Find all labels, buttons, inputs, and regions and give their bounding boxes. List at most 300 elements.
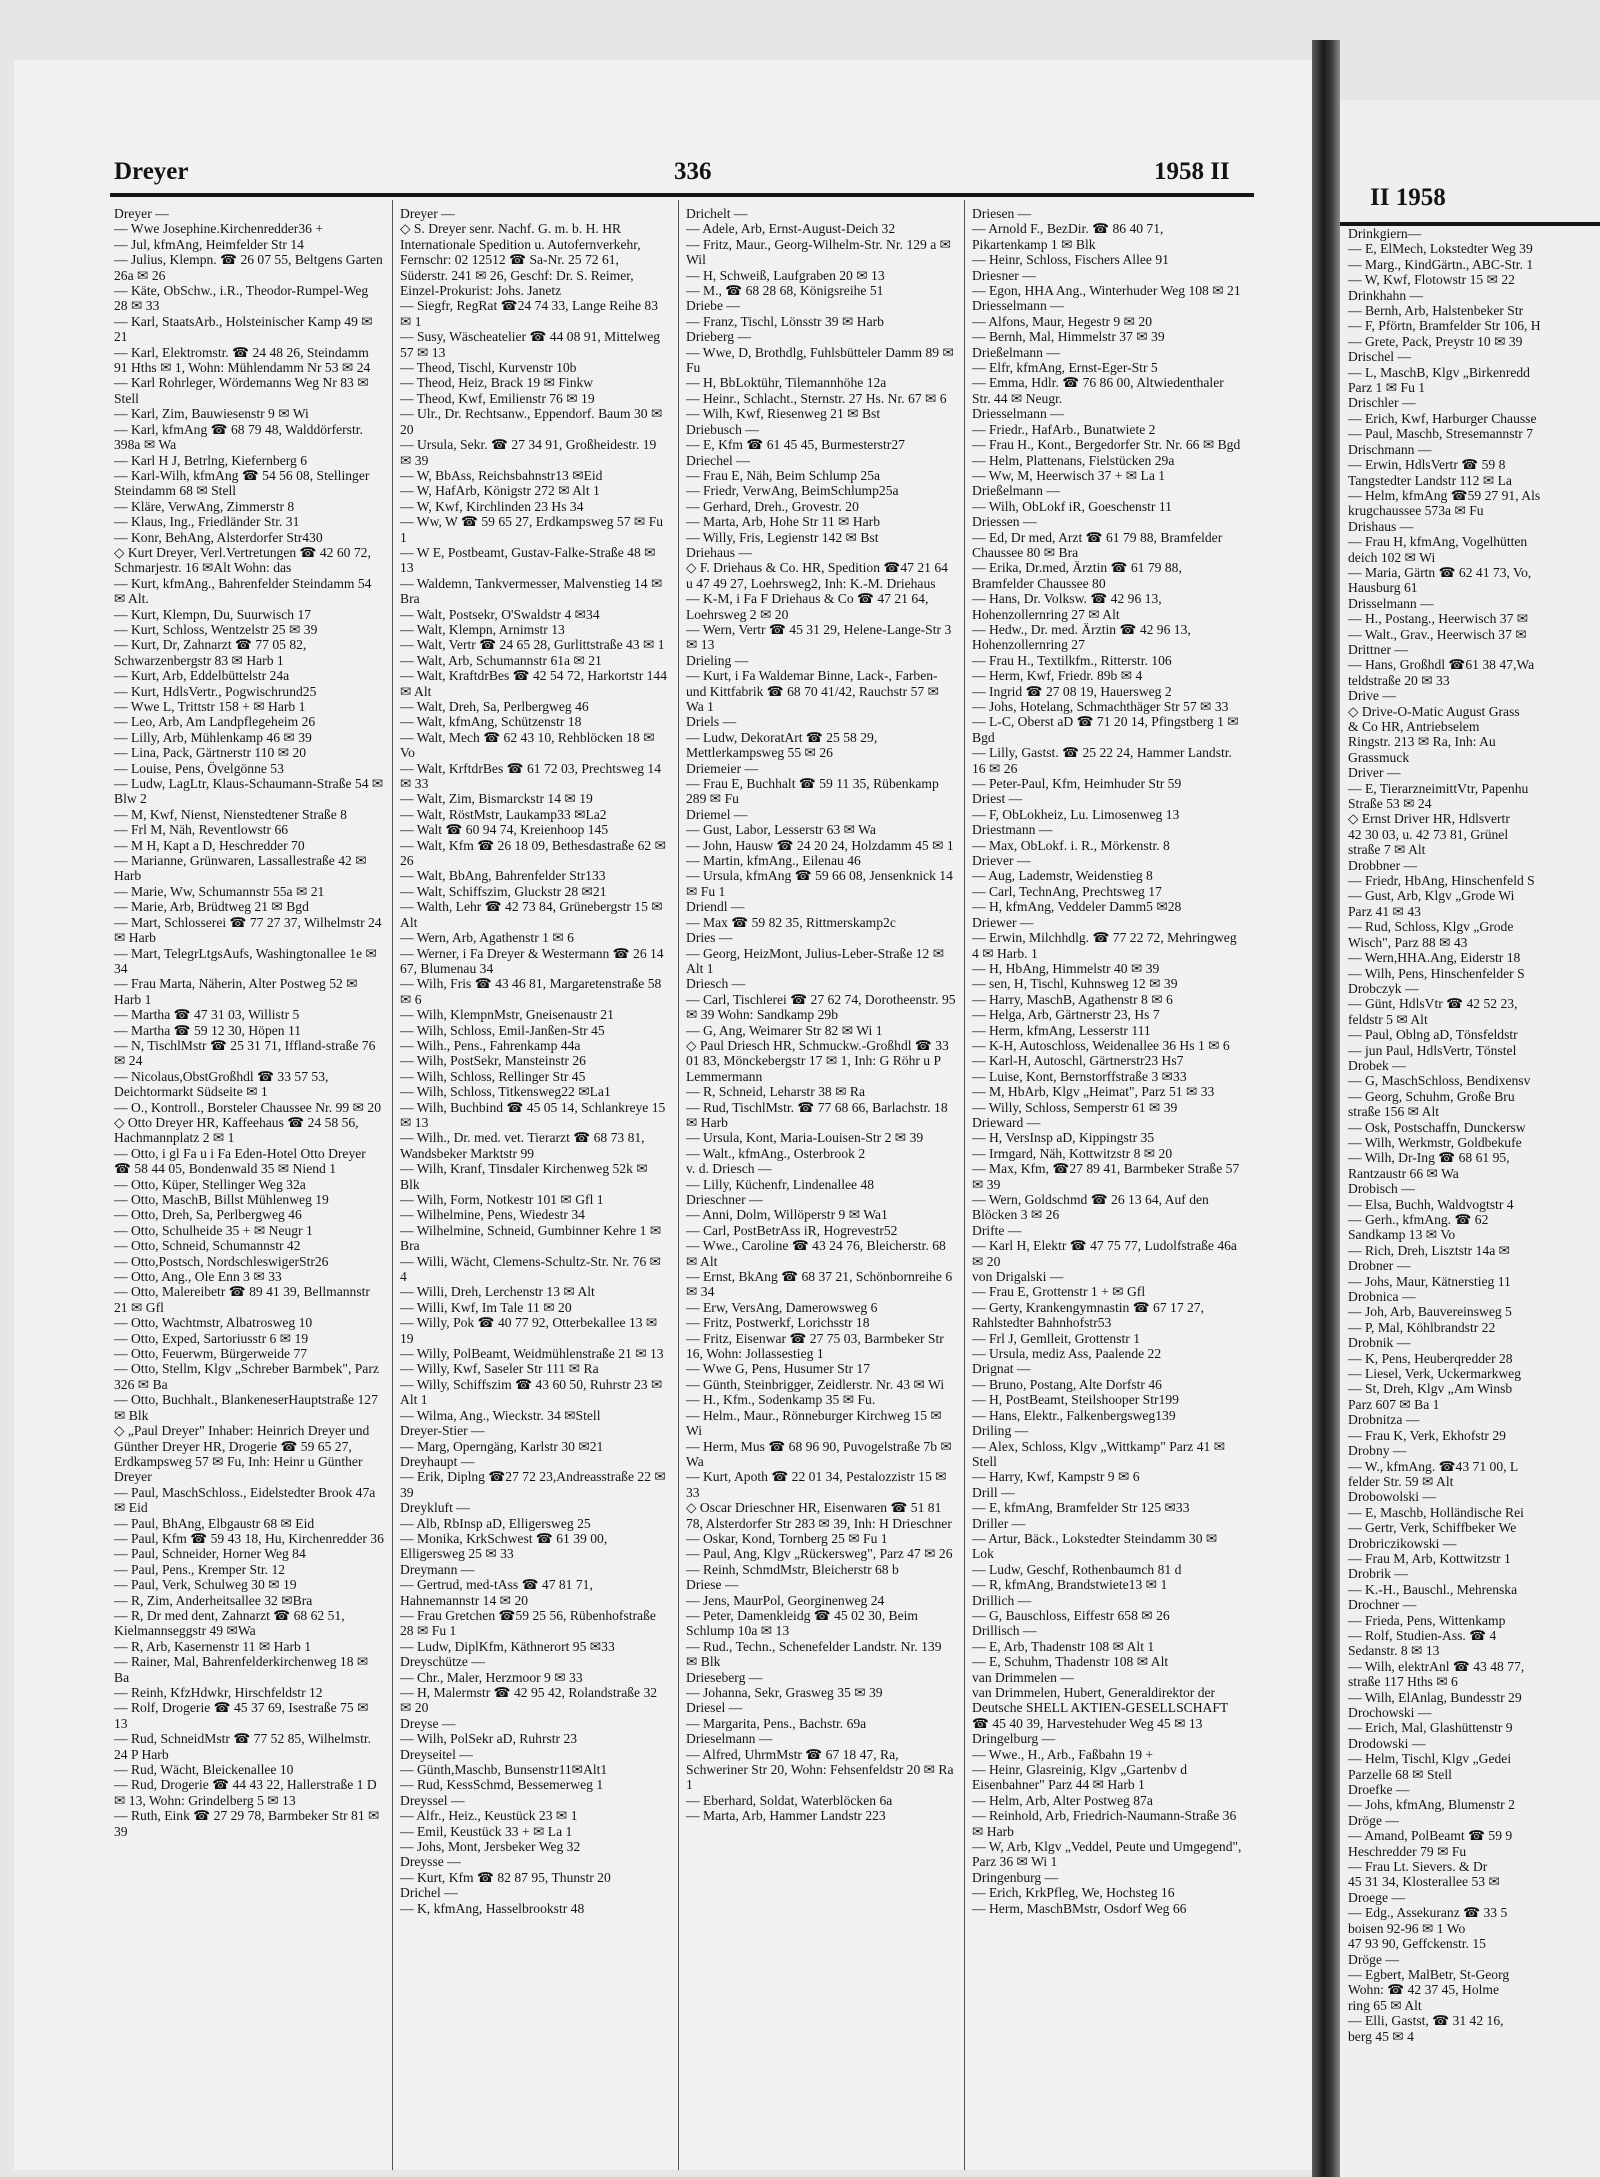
directory-entry: — Willi, Kwf, Im Tale 11 ✉ 20 bbox=[400, 1299, 572, 1315]
directory-entry: — Julius, Klempn. ☎ 26 07 55, Beltgens Garten 26a ✉ 26 bbox=[114, 252, 387, 283]
directory-entry: — Rolf, Studien-Ass. ☎ 4 bbox=[1348, 1627, 1497, 1643]
directory-entry: — Karl H J, Betrlng, Kiefernberg 6 bbox=[114, 452, 308, 468]
directory-entry: Wisch", Parz 88 ✉ 43 bbox=[1348, 934, 1468, 950]
directory-entry: — H, BbLoktühr, Tilemannhöhe 12a bbox=[686, 375, 887, 391]
directory-entry: — Walt, Arb, Schumannstr 61a ✉ 21 bbox=[400, 652, 602, 668]
directory-entry: — Paul, Schneider, Horner Weg 84 bbox=[114, 1546, 306, 1562]
directory-entry: Dröge — bbox=[1348, 1812, 1399, 1828]
directory-entry: — Walt, BbAng, Bahrenfelder Str133 bbox=[400, 868, 606, 884]
directory-entry: — Fritz, Eisenwar ☎ 27 75 03, Barmbeker Str 16, Wohn: Jollassestieg 1 bbox=[686, 1330, 948, 1362]
directory-entry: — Willy, Fris, Legienstr 142 ✉ Bst bbox=[686, 529, 879, 545]
directory-entry: — Emil, Keustück 33 + ✉ La 1 bbox=[400, 1823, 573, 1839]
directory-entry: straße 7 ✉ Alt bbox=[1348, 842, 1426, 858]
directory-entry: Parz 41 ✉ 43 bbox=[1348, 903, 1421, 919]
directory-entry: Drobny — bbox=[1348, 1443, 1407, 1459]
directory-entry: Driebe — bbox=[686, 298, 740, 314]
directory-entry: — Theod, Heiz, Brack 19 ✉ Finkw bbox=[400, 375, 594, 391]
directory-entry: — Kurt, Arb, Eddelbüttelstr 24a bbox=[114, 668, 290, 684]
directory-entry: — Wilh, PostSekr, Mansteinstr 26 bbox=[400, 1053, 586, 1069]
directory-entry: — R, kfmAng, Brandstwiete13 ✉ 1 bbox=[972, 1577, 1168, 1593]
directory-entry: — Martha ☎ 59 12 30, Höpen 11 bbox=[114, 1022, 302, 1038]
directory-entry: teldstraße 20 ✉ 33 bbox=[1348, 672, 1450, 688]
directory-entry: Drinkgiern— bbox=[1348, 226, 1422, 241]
directory-entry: Driehaus — bbox=[686, 544, 753, 560]
directory-entry: — Otto, Schulheide 35 + ✉ Neugr 1 bbox=[114, 1222, 313, 1238]
directory-entry: — Frau H, kfmAng, Vogelhütten bbox=[1348, 534, 1528, 550]
directory-entry: — Helm, kfmAng ☎59 27 91, Als bbox=[1348, 487, 1541, 503]
directory-entry: — Wwe L, Trittstr 158 + ✉ Harb 1 bbox=[114, 699, 306, 714]
directory-entry: — Frieda, Pens, Wittenkamp bbox=[1348, 1612, 1506, 1628]
directory-entry: — Mart, TelegrLtgsAufs, Washingtonallee 1e ✉ 34 bbox=[114, 945, 381, 976]
directory-column-4 bbox=[972, 206, 1245, 1916]
directory-entry: — Paul, Verk, Schulweg 30 ✉ 19 bbox=[114, 1577, 297, 1593]
directory-entry: — Frau Gretchen ☎59 25 56, Rübenhofstraße 28 ✉ Fu 1 bbox=[400, 1607, 660, 1639]
directory-entry: — Adele, Arb, Ernst-August-Deich 32 bbox=[686, 221, 896, 237]
directory-entry: Dreyer-Stier — bbox=[400, 1423, 485, 1439]
directory-entry: — Marg, Operngäng, Karlstr 30 ✉21 bbox=[400, 1438, 604, 1454]
directory-entry: Driling — bbox=[972, 1423, 1029, 1439]
directory-entry: Dringelburg — bbox=[972, 1731, 1056, 1747]
directory-entry: — Rud., Techn., Schenefelder Landstr. Nr. 139 ✉ Blk bbox=[686, 1638, 945, 1670]
directory-entry: Driebusch — bbox=[686, 421, 759, 437]
directory-entry: Drobnica — bbox=[1348, 1289, 1416, 1305]
directory-entry: — H., Kfm., Sodenkamp 35 ✉ Fu. bbox=[686, 1392, 876, 1408]
directory-entry: — Georg, HeizMont, Julius-Leber-Straße 12 ✉ Alt 1 bbox=[686, 945, 947, 976]
directory-entry: — H, Schweiß, Laufgraben 20 ✉ 13 bbox=[686, 267, 885, 283]
directory-entry: — E, Schuhm, Thadenstr 108 ✉ Alt bbox=[972, 1654, 1169, 1670]
directory-entry: — Amand, PolBeamt ☎ 59 9 bbox=[1348, 1828, 1513, 1844]
directory-entry: Tangstedter Landstr 112 ✉ La bbox=[1348, 472, 1512, 488]
directory-entry: — Alex, Schloss, Klgv „Wittkamp" Parz 41 ✉ Stell bbox=[972, 1438, 1229, 1469]
directory-entry: — Ursula, Kont, Maria-Louisen-Str 2 ✉ 39 bbox=[686, 1130, 924, 1146]
directory-entry: Dreyssel — bbox=[400, 1792, 465, 1808]
directory-entry: Drillich — bbox=[972, 1592, 1032, 1608]
directory-entry: Driese — bbox=[686, 1577, 739, 1593]
directory-entry: — Karl-Wilh, kfmAng ☎ 54 56 08, Stellinger Steindamm 68 ✉ Stell bbox=[114, 467, 373, 499]
directory-entry: — Maria, Gärtn ☎ 62 41 73, Vo, bbox=[1348, 564, 1532, 580]
directory-entry: Drochner — bbox=[1348, 1597, 1417, 1613]
directory-entry: felder Str. 59 ✉ Alt bbox=[1348, 1473, 1454, 1489]
directory-entry: Ringstr. 213 ✉ Ra, Inh: Au bbox=[1348, 734, 1496, 750]
directory-entry: — Ernst, BkAng ☎ 68 37 21, Schönbornreihe 6 ✉ 34 bbox=[686, 1269, 956, 1300]
directory-entry: Drobek — bbox=[1348, 1057, 1406, 1073]
directory-entry: — Ludw, DiplKfm, Käthnerort 95 ✉33 bbox=[400, 1638, 615, 1654]
directory-entry: Driemeier — bbox=[686, 760, 759, 776]
directory-entry: — Wilma, Ang., Wieckstr. 34 ✉Stell bbox=[400, 1407, 601, 1423]
directory-entry: — Lilly, Küchenfr, Lindenallee 48 bbox=[686, 1176, 875, 1192]
directory-entry: Dreyer — bbox=[114, 206, 169, 221]
directory-entry: — St, Dreh, Klgv „Am Winsb bbox=[1348, 1381, 1513, 1397]
directory-entry: — Wilhelmine, Schneid, Gumbinner Kehre 1 ✉ Bra bbox=[400, 1222, 665, 1254]
directory-entry: Drishaus — bbox=[1348, 518, 1414, 534]
directory-entry: — Wwe., H., Arb., Faßbahn 19 + bbox=[972, 1746, 1154, 1762]
directory-page-left bbox=[14, 60, 1324, 2170]
directory-entry: feldstr 5 ✉ Alt bbox=[1348, 1011, 1428, 1027]
directory-entry: — Gertrud, med-tAss ☎ 47 81 71, Hahnemannstr 14 ✉ 20 bbox=[400, 1577, 597, 1608]
directory-entry: — Monika, KrkSchwest ☎ 61 39 00, Elligersweg 25 ✉ 33 bbox=[400, 1530, 611, 1562]
directory-entry: — Siegfr, RegRat ☎24 74 33, Lange Reihe 83 ✉ 1 bbox=[400, 298, 662, 329]
directory-entry: — F, ObLokheiz, Lu. Limosenweg 13 bbox=[972, 806, 1180, 822]
directory-entry: — Wilh, Pens, Hinschenfelder S bbox=[1348, 965, 1525, 981]
directory-entry: Parz 1 ✉ Fu 1 bbox=[1348, 380, 1426, 396]
directory-entry: — W, BbAss, Reichsbahnstr13 ✉Eid bbox=[400, 467, 603, 483]
directory-entry: — M, HbArb, Klgv „Heimat", Parz 51 ✉ 33 bbox=[972, 1084, 1215, 1100]
directory-entry: ◇ Ernst Driver HR, Hdlsvertr bbox=[1348, 811, 1510, 827]
directory-entry: — Willi, Wächt, Clemens-Schultz-Str. Nr. 76 ✉ 4 bbox=[400, 1253, 665, 1285]
directory-entry: Hausburg 61 bbox=[1348, 580, 1418, 596]
directory-entry: — Frau H., Kont., Bergedorfer Str. Nr. 66 ✉ Bgd bbox=[972, 437, 1241, 453]
directory-entry: — Willy, Pok ☎ 40 77 92, Otterbekallee 13 ✉ 19 bbox=[400, 1315, 661, 1346]
directory-entry: — Elsa, Buchh, Waldvogtstr 4 bbox=[1348, 1196, 1514, 1212]
directory-entry: — Georg, Schuhm, Große Bru bbox=[1348, 1088, 1515, 1104]
directory-entry: — Wilh, elektrAnl ☎ 43 48 77, bbox=[1348, 1658, 1525, 1674]
directory-entry: Driest — bbox=[972, 791, 1023, 807]
directory-entry: — Herm, MaschBMstr, Osdorf Weg 66 bbox=[972, 1900, 1187, 1916]
directory-entry: van Drimmelen — bbox=[972, 1669, 1074, 1685]
directory-entry: Drobisch — bbox=[1348, 1181, 1415, 1197]
directory-entry: Drischel — bbox=[1348, 349, 1412, 365]
directory-entry: — Max, ObLokf. i. R., Mörkenstr. 8 bbox=[972, 837, 1170, 853]
directory-entry: — Wilh, PolSekr aD, Ruhrstr 23 bbox=[400, 1731, 578, 1747]
directory-entry: Sedanstr. 8 ✉ 13 bbox=[1348, 1643, 1440, 1659]
directory-entry: — Wwe, D, Brothdlg, Fuhlsbütteler Damm 89 ✉ Fu bbox=[686, 344, 958, 376]
directory-entry: — K-M, i Fa F Driehaus & Co ☎ 47 21 64, Loehrsweg 2 ✉ 20 bbox=[686, 591, 932, 622]
directory-entry: — L, MaschB, Klgv „Birkenredd bbox=[1348, 364, 1530, 380]
directory-entry: Droege — bbox=[1348, 1889, 1405, 1905]
directory-entry: — Karl, Elektromstr. ☎ 24 48 26, Steindamm 91 Hths ✉ 1, Wohn: Mühlendamm Nr 53 ✉ 24 bbox=[114, 344, 373, 376]
directory-entry: — Ingrid ☎ 27 08 19, Hauersweg 2 bbox=[972, 683, 1172, 699]
directory-entry: — Marg., KindGärtn., ABC-Str. 1 bbox=[1348, 256, 1534, 272]
directory-entry: — Paul, Pens., Kremper Str. 12 bbox=[114, 1561, 286, 1577]
directory-entry: — Wwe., Caroline ☎ 43 24 76, Bleicherstr. 68 ✉ Alt bbox=[686, 1238, 950, 1269]
directory-entry: — Theod, Kwf, Emilienstr 76 ✉ 19 bbox=[400, 390, 595, 406]
directory-entry: — Erw, VersAng, Damerowsweg 6 bbox=[686, 1299, 878, 1315]
running-head-right: 1958 II bbox=[1154, 158, 1230, 185]
directory-entry: Drobnitza — bbox=[1348, 1412, 1420, 1428]
directory-entry: ◇ Kurt Dreyer, Verl.Vertretungen ☎ 42 60 72, Schmarjestr. 16 ✉Alt Wohn: das bbox=[114, 544, 375, 576]
directory-entry: — Ursula, mediz Ass, Paalende 22 bbox=[972, 1346, 1162, 1362]
directory-entry: — Paul, Oblng aD, Tönsfeldstr bbox=[1348, 1027, 1518, 1043]
directory-entry: — Gerhard, Dreh., Grovestr. 20 bbox=[686, 498, 859, 514]
directory-entry: Driesch — bbox=[686, 976, 746, 992]
directory-entry: — Rainer, Mal, Bahrenfelderkirchenweg 18 ✉ Ba bbox=[114, 1654, 372, 1685]
directory-entry: Drisselmann — bbox=[1348, 595, 1434, 611]
directory-entry: — Otto, Buchhalt., BlankeneserHauptstraße 127 ✉ Blk bbox=[114, 1392, 382, 1423]
directory-entry: — Karl, Zim, Bauwiesenstr 9 ✉ Wi bbox=[114, 406, 309, 422]
directory-entry: — Walt, Vertr ☎ 24 65 28, Gurlittstraße 43 ✉ 1 bbox=[400, 637, 665, 653]
directory-entry: Driesselmann — bbox=[972, 406, 1064, 422]
directory-entry: — Karl, StaatsArb., Holsteinischer Kamp 49 ✉ 21 bbox=[114, 313, 377, 345]
directory-entry: — Jens, MaurPol, Georginenweg 24 bbox=[686, 1592, 885, 1608]
directory-entry: Drobnik — bbox=[1348, 1335, 1411, 1351]
directory-entry: — Frl J, Gemlleit, Grottenstr 1 bbox=[972, 1330, 1141, 1346]
directory-entry: — F, Pförtn, Bramfelder Str 106, H bbox=[1348, 318, 1541, 334]
directory-entry: — Wilh, Werkmstr, Goldbekufe bbox=[1348, 1134, 1522, 1150]
directory-entry: — Karl-H, Autoschl, Gärtnerstr23 Hs7 bbox=[972, 1053, 1184, 1069]
directory-entry: — Rolf, Drogerie ☎ 45 37 69, Isestraße 75 ✉ 13 bbox=[114, 1700, 372, 1731]
directory-entry: — Walt ☎ 60 94 74, Kreienhoop 145 bbox=[400, 822, 609, 838]
directory-entry: Drinkhahn — bbox=[1348, 287, 1424, 303]
directory-entry: Drobczyk — bbox=[1348, 980, 1419, 996]
directory-entry: — Friedr, VerwAng, BeimSchlump25a bbox=[686, 483, 899, 499]
directory-entry: v. d. Driesch — bbox=[686, 1161, 772, 1177]
directory-entry: — Rud, KessSchmd, Bessemerweg 1 bbox=[400, 1777, 604, 1793]
directory-entry: Driendl — bbox=[686, 899, 745, 915]
directory-entry: — Elli, Gastst, ☎ 31 42 16, bbox=[1348, 2013, 1504, 2029]
directory-entry: Dreysse — bbox=[400, 1854, 461, 1870]
directory-entry: Wohn: ☎ 42 37 45, Holme bbox=[1348, 1982, 1500, 1998]
directory-entry: — Otto, Ang., Ole Enn 3 ✉ 33 bbox=[114, 1269, 282, 1285]
column-divider bbox=[964, 200, 965, 2170]
directory-entry: — Heinr, Schloss, Fischers Allee 91 bbox=[972, 252, 1169, 268]
directory-entry: Straße 53 ✉ 24 bbox=[1348, 796, 1432, 812]
directory-entry: — W., kfmAng. ☎43 71 00, L bbox=[1348, 1458, 1519, 1474]
directory-entry: — Helm., Maur., Rönneburger Kirchweg 15 ✉ Wi bbox=[686, 1407, 945, 1439]
directory-entry: — Martin, kfmAng., Eilenau 46 bbox=[686, 853, 861, 869]
directory-entry: — Heinr., Schlacht., Sternstr. 27 Hs. Nr. 67 ✉ 6 bbox=[686, 390, 947, 406]
directory-entry: — H, Malermstr ☎ 42 95 42, Rolandstraße 32 ✉ 20 bbox=[400, 1685, 661, 1716]
directory-entry: von Drigalski — bbox=[972, 1269, 1064, 1285]
directory-entry: — Kurt, HdlsVertr., Pogwischrund25 bbox=[114, 683, 317, 699]
directory-entry: — Anni, Dolm, Willöperstr 9 ✉ Wa1 bbox=[686, 1207, 888, 1223]
directory-entry: — Erich, Kwf, Harburger Chausse bbox=[1348, 410, 1537, 426]
directory-entry: — Otto, Wachtmstr, Albatrosweg 10 bbox=[114, 1315, 313, 1331]
directory-entry: — Joh, Arb, Bauvereinsweg 5 bbox=[1348, 1304, 1512, 1320]
directory-entry: — Bernh, Mal, Himmelstr 37 ✉ 39 bbox=[972, 329, 1165, 345]
directory-entry: — Marta, Arb, Hohe Str 11 ✉ Harb bbox=[686, 514, 880, 530]
directory-entry: Drignat — bbox=[972, 1361, 1031, 1377]
directory-entry: krugchaussee 573a ✉ Fu bbox=[1348, 503, 1484, 519]
directory-entry: — Frau Marta, Näherin, Alter Postweg 52 ✉ Harb 1 bbox=[114, 976, 361, 1007]
directory-entry: — Liesel, Verk, Uckermarkweg bbox=[1348, 1366, 1522, 1382]
directory-entry: Drieberg — bbox=[686, 329, 752, 345]
directory-entry: — M., ☎ 68 28 68, Königsreihe 51 bbox=[686, 283, 884, 299]
directory-entry: — Wilh, ElAnlag, Bundesstr 29 bbox=[1348, 1689, 1522, 1705]
directory-entry: — Ed, Dr med, Arzt ☎ 61 79 88, Bramfelder Chaussee 80 ✉ Bra bbox=[972, 529, 1226, 560]
directory-entry: — Wilh, Form, Notkestr 101 ✉ Gfl 1 bbox=[400, 1192, 604, 1207]
directory-entry: — Erich, KrkPfleg, We, Hochsteg 16 bbox=[972, 1885, 1175, 1901]
directory-entry: — Reinh, KfzHdwkr, Hirschfeldstr 12 bbox=[114, 1685, 323, 1700]
directory-entry: — Wilhelmine, Pens, Wiedestr 34 bbox=[400, 1207, 585, 1223]
directory-column-5 bbox=[1348, 226, 1598, 2044]
directory-entry: Driesel — bbox=[686, 1700, 743, 1716]
directory-entry: — Harry, MaschB, Agathenstr 8 ✉ 6 bbox=[972, 991, 1173, 1007]
directory-entry: Drillisch — bbox=[972, 1623, 1037, 1639]
directory-entry: — Paul, Maschb, Stresemannstr 7 bbox=[1348, 426, 1534, 442]
directory-page-right bbox=[1340, 100, 1600, 2177]
directory-entry: Drobner — bbox=[1348, 1258, 1411, 1274]
directory-entry: — Alb, RbInsp aD, Elligersweg 25 bbox=[400, 1515, 591, 1531]
directory-entry: — Paul, BhAng, Elbgaustr 68 ✉ Eid bbox=[114, 1515, 315, 1531]
directory-entry: — Marie, Ww, Schumannstr 55a ✉ 21 bbox=[114, 883, 325, 899]
directory-entry: Drobriczikowski — bbox=[1348, 1535, 1457, 1551]
directory-entry: — R, Dr med dent, Zahnarzt ☎ 68 62 51, Kielmannseggstr 49 ✉Wa bbox=[114, 1607, 349, 1639]
directory-entry: — K-H, Autoschloss, Weidenallee 36 Hs 1 ✉ 6 bbox=[972, 1037, 1230, 1053]
directory-column-1 bbox=[114, 206, 387, 1839]
directory-entry: — W E, Postbeamt, Gustav-Falke-Straße 48 ✉ 13 bbox=[400, 544, 659, 576]
directory-entry: Drischler — bbox=[1348, 395, 1416, 411]
directory-entry: — W, Kwf, Flotowstr 15 ✉ 22 bbox=[1348, 272, 1515, 288]
directory-entry: — Artur, Bäck., Lokstedter Steindamm 30 ✉ Lok bbox=[972, 1530, 1221, 1562]
directory-entry: — Margarita, Pens., Bachstr. 69a bbox=[686, 1715, 867, 1731]
directory-entry: — Wilh, Schloss, Emil-Janßen-Str 45 bbox=[400, 1022, 605, 1038]
directory-entry: — Käte, ObSchw., i.R., Theodor-Rumpel-Weg 28 ✉ 33 bbox=[114, 283, 372, 314]
directory-entry: ring 65 ✉ Alt bbox=[1348, 1997, 1422, 2013]
directory-entry: boisen 92-96 ✉ 1 Wo bbox=[1348, 1920, 1466, 1936]
directory-entry: ◇ F. Driehaus & Co. HR, Spedition ☎47 21 64 u 47 49 27, Loehrsweg2, Inh: K.-M. Driehaus bbox=[686, 560, 952, 591]
directory-entry: — Jul, kfmAng, Heimfelder Str 14 bbox=[114, 236, 304, 252]
directory-entry: — Gust, Labor, Lesserstr 63 ✉ Wa bbox=[686, 822, 876, 838]
directory-entry: Drieling — bbox=[686, 652, 749, 668]
directory-entry: — H., Postang., Heerwisch 37 ✉ bbox=[1348, 611, 1529, 627]
directory-entry: — Kurt, Klempn, Du, Suurwisch 17 bbox=[114, 606, 312, 622]
directory-entry: — Erik, Diplng ☎27 72 23,Andreasstraße 22 ✉ 39 bbox=[400, 1469, 670, 1500]
directory-entry: — E, ElMech, Lokstedter Weg 39 bbox=[1348, 241, 1533, 257]
directory-entry: — Gust, Arb, Klgv „Grode Wi bbox=[1348, 888, 1515, 904]
directory-entry: — Friedr, HbAng, Hinschenfeld S bbox=[1348, 873, 1535, 889]
directory-entry: — Helga, Arb, Gärtnerstr 23, Hs 7 bbox=[972, 1007, 1160, 1023]
directory-entry: — Gerh., kfmAng. ☎ 62 bbox=[1348, 1212, 1489, 1227]
directory-entry: — E, Kfm ☎ 61 45 45, Burmesterstr27 bbox=[686, 437, 905, 453]
directory-entry: — E, Maschb, Holländische Rei bbox=[1348, 1504, 1524, 1520]
directory-entry: Driesselmann — bbox=[972, 298, 1064, 314]
directory-entry: — Frau M, Arb, Kottwitzstr 1 bbox=[1348, 1550, 1511, 1566]
directory-entry: — Heinr, Glasreinig, Klgv „Gartenbv d Eisenbahner" Parz 44 ✉ Harb 1 bbox=[972, 1762, 1191, 1793]
directory-entry: — Kurt, Kfm ☎ 82 87 95, Thunstr 20 bbox=[400, 1869, 611, 1885]
directory-entry: — Herm, Mus ☎ 68 96 90, Puvogelstraße 7b ✉ Wa bbox=[686, 1438, 955, 1469]
directory-entry: — E, Arb, Thadenstr 108 ✉ Alt 1 bbox=[972, 1638, 1155, 1654]
directory-entry: — Otto, Stellm, Klgv „Schreber Barmbek", Parz 326 ✉ Ba bbox=[114, 1361, 383, 1392]
directory-entry: — Max ☎ 59 82 35, Rittmerskamp2c bbox=[686, 914, 896, 930]
directory-entry: — Alfred, UhrmMstr ☎ 67 18 47, Ra, Schweriner Str 20, Wohn: Fehsenfeldstr 20 ✉ Ra 1 bbox=[686, 1746, 957, 1793]
directory-entry: — Louise, Pens, Övelgönne 53 bbox=[114, 760, 284, 776]
directory-entry: — Walt, RöstMstr, Laukamp33 ✉La2 bbox=[400, 806, 607, 822]
directory-entry: van Drimmelen, Hubert, Generaldirektor der Deutsche SHELL AKTIEN-GESELLSCHAFT ☎ 45 40 39, Harvestehuder Weg 45 ✉ 13 bbox=[972, 1685, 1232, 1731]
directory-entry: Parzelle 68 ✉ Stell bbox=[1348, 1766, 1452, 1782]
directory-entry: Drießelmann — bbox=[972, 483, 1060, 499]
directory-entry: Drifte — bbox=[972, 1222, 1022, 1238]
directory-entry: — Aug, Lademstr, Weidenstieg 8 bbox=[972, 868, 1153, 884]
directory-entry: — Gerty, Krankengymnastin ☎ 67 17 27, Rahlstedter Bahnhofstr53 bbox=[972, 1299, 1208, 1331]
directory-entry: — Ww, M, Heerwisch 37 + ✉ La 1 bbox=[972, 467, 1166, 483]
directory-entry: — Walt, Mech ☎ 62 43 10, Rehblöcken 18 ✉ Vo bbox=[400, 729, 658, 761]
directory-entry: — Paul, MaschSchloss., Eidelstedter Brook 47a ✉ Eid bbox=[114, 1484, 379, 1516]
directory-entry: — Walth, Lehr ☎ 42 73 84, Grünebergstr 15 ✉ Alt bbox=[400, 899, 666, 930]
directory-entry: — Lilly, Arb, Mühlenkamp 46 ✉ 39 bbox=[114, 729, 312, 745]
directory-entry: — Walt, KraftdrBes ☎ 42 54 72, Harkortstr 144 ✉ Alt bbox=[400, 668, 671, 699]
directory-entry: — Willy, Kwf, Saseler Str 111 ✉ Ra bbox=[400, 1361, 599, 1377]
directory-entry: Drobbner — bbox=[1348, 857, 1418, 873]
directory-entry: — Ludw, Geschf, Rothenbaumch 81 d bbox=[972, 1561, 1182, 1577]
book-gutter bbox=[1312, 40, 1340, 2177]
directory-entry: — Frau E, Buchhalt ☎ 59 11 35, Rübenkamp 289 ✉ Fu bbox=[686, 776, 943, 807]
directory-entry: — Edg., Assekuranz ☎ 33 5 bbox=[1348, 1905, 1508, 1921]
directory-entry: Driechel — bbox=[686, 452, 750, 468]
directory-entry: — Otto, Küper, Stellinger Weg 32a bbox=[114, 1176, 306, 1192]
directory-entry: Dringenburg — bbox=[972, 1869, 1059, 1885]
directory-entry: & Co HR, Antriebselem bbox=[1348, 719, 1480, 734]
directory-entry: — N, TischlMstr ☎ 25 31 71, Iffland-straße 76 ✉ 24 bbox=[114, 1037, 379, 1069]
directory-entry: — Ursula, Sekr. ☎ 27 34 91, Großheidestr. 19 ✉ 39 bbox=[400, 437, 660, 468]
directory-entry: — Otto, i gl Fa u i Fa Eden-Hotel Otto Dreyer ☎ 58 44 05, Bondenwald 35 ✉ Niend 1 bbox=[114, 1145, 370, 1177]
directory-entry: — Alfr., Heiz., Keustück 23 ✉ 1 bbox=[400, 1808, 578, 1824]
directory-entry: Dreyseitel — bbox=[400, 1746, 473, 1762]
directory-entry: — Wilh., Pens., Fahrenkamp 44a bbox=[400, 1037, 581, 1053]
directory-entry: Driller — bbox=[972, 1515, 1026, 1531]
directory-entry: — E, TierarzneimittVtr, Papenhu bbox=[1348, 780, 1529, 796]
directory-entry: — Wilh, Kranf, Tinsdaler Kirchenweg 52k ✉ Blk bbox=[400, 1161, 652, 1192]
directory-entry: Grassmuck bbox=[1348, 749, 1410, 765]
directory-entry: — Nicolaus,ObstGroßhdl ☎ 33 57 53, Deichtormarkt Südseite ✉ 1 bbox=[114, 1068, 332, 1100]
directory-entry: — Walt, Zim, Bismarckstr 14 ✉ 19 bbox=[400, 791, 593, 807]
directory-entry: — Helm, Arb, Alter Postweg 87a bbox=[972, 1792, 1153, 1808]
directory-entry: — G, Bauschloss, Eiffestr 658 ✉ 26 bbox=[972, 1607, 1170, 1623]
directory-entry: — Wilh, KlempnMstr, Gneisenaustr 21 bbox=[400, 1007, 614, 1023]
directory-entry: Drichel — bbox=[400, 1885, 458, 1901]
directory-entry: — Willy, PolBeamt, Weidmühlenstraße 21 ✉ 13 bbox=[400, 1346, 664, 1362]
directory-entry: Driemel — bbox=[686, 806, 748, 822]
directory-entry: — H, kfmAng, Veddeler Damm5 ✉28 bbox=[972, 899, 1182, 915]
directory-entry: ◇ Otto Dreyer HR, Kaffeehaus ☎ 24 58 56, Hachmannplatz 2 ✉ 1 bbox=[114, 1114, 362, 1146]
directory-entry: — Reinh, SchmdMstr, Bleicherstr 68 b bbox=[686, 1561, 899, 1577]
directory-entry: — sen, H, Tischl, Kuhnsweg 12 ✉ 39 bbox=[972, 976, 1178, 992]
directory-entry: — Marta, Arb, Hammer Landstr 223 bbox=[686, 1808, 886, 1824]
directory-entry: — Werner, i Fa Dreyer & Westermann ☎ 26 14 67, Blumenau 34 bbox=[400, 945, 668, 976]
directory-entry: Dreykluft — bbox=[400, 1500, 470, 1516]
directory-entry: — H, VersInsp aD, Kippingstr 35 bbox=[972, 1130, 1155, 1146]
directory-entry: — R, Arb, Kasernenstr 11 ✉ Harb 1 bbox=[114, 1638, 312, 1654]
directory-entry: Dreyer — bbox=[400, 206, 455, 221]
directory-entry: Drobrik — bbox=[1348, 1566, 1409, 1582]
directory-entry: — Walt, Schiffszim, Gluckstr 28 ✉21 bbox=[400, 883, 607, 899]
directory-entry: — Elfr, kfmAng, Ernst-Eger-Str 5 bbox=[972, 360, 1158, 376]
directory-entry: — Wilh, Schloss, Rellinger Str 45 bbox=[400, 1068, 586, 1084]
directory-entry: — Wern, Arb, Agathenstr 1 ✉ 6 bbox=[400, 930, 574, 946]
directory-entry: — Johs, Hotelang, Schmachthäger Str 57 ✉ 33 bbox=[972, 699, 1229, 714]
directory-entry: — Wilh., Dr. med. vet. Tierarzt ☎ 68 73 81, Wandsbeker Marktstr 99 bbox=[400, 1130, 648, 1161]
directory-entry: — Konr, BehAng, Alsterdorfer Str430 bbox=[114, 529, 323, 545]
directory-entry: — Carl, TechnAng, Prechtsweg 17 bbox=[972, 883, 1162, 899]
directory-entry: — Günth,Maschb, Bunsenstr11✉Alt1 bbox=[400, 1762, 608, 1778]
directory-entry: — Rich, Dreh, Lisztstr 14a ✉ bbox=[1348, 1242, 1511, 1258]
directory-entry: — W, HafArb, Königstr 272 ✉ Alt 1 bbox=[400, 483, 600, 499]
directory-entry: Drieseberg — bbox=[686, 1669, 763, 1685]
directory-entry: Driever — bbox=[972, 853, 1031, 869]
directory-entry: Dries — bbox=[686, 930, 733, 946]
directory-entry: straße 156 ✉ Alt bbox=[1348, 1104, 1440, 1120]
directory-entry: — Waldemn, Tankvermesser, Malvenstieg 14 ✉ Bra bbox=[400, 575, 666, 607]
directory-entry: — Wern, Goldschmd ☎ 26 13 64, Auf den Blöcken 3 ✉ 26 bbox=[972, 1192, 1213, 1223]
directory-entry: — R, Zim, Anderheitsallee 32 ✉Bra bbox=[114, 1592, 313, 1608]
directory-entry: — Rud, Drogerie ☎ 44 43 22, Hallerstraße 1 D ✉ 13, Wohn: Grindelberg 5 ✉ 13 bbox=[114, 1777, 381, 1808]
directory-entry: — Wwe Josephine.Kirchenredder36 + bbox=[114, 221, 323, 237]
directory-entry: Drischmann — bbox=[1348, 441, 1432, 457]
directory-entry: — W, Kwf, Kirchlinden 23 Hs 34 bbox=[400, 498, 584, 514]
directory-entry: — Harry, Kwf, Kampstr 9 ✉ 6 bbox=[972, 1469, 1140, 1485]
directory-entry: — Johanna, Sekr, Grasweg 35 ✉ 39 bbox=[686, 1685, 883, 1700]
page-number: 336 bbox=[674, 158, 712, 185]
directory-entry: Dröge — bbox=[1348, 1951, 1399, 1967]
directory-entry: — Marianne, Grünwaren, Lassallestraße 42 ✉ Harb bbox=[114, 853, 370, 884]
directory-entry: Parz 607 ✉ Ba 1 bbox=[1348, 1396, 1440, 1412]
directory-entry: — Bernh, Arb, Halstenbeker Str bbox=[1348, 303, 1524, 319]
directory-entry: — Luise, Kont, Bernstorffstraße 3 ✉33 bbox=[972, 1068, 1187, 1084]
directory-entry: — Irmgard, Näh, Kottwitzstr 8 ✉ 20 bbox=[972, 1145, 1173, 1161]
directory-entry: Drittner — bbox=[1348, 641, 1409, 657]
directory-entry: — Susy, Wäscheatelier ☎ 44 08 91, Mittelweg 57 ✉ 13 bbox=[400, 329, 664, 360]
directory-entry: — Rud, SchneidMstr ☎ 77 52 85, Wilhelmstr. 24 P Harb bbox=[114, 1731, 375, 1762]
running-head-next: II 1958 bbox=[1370, 184, 1446, 211]
